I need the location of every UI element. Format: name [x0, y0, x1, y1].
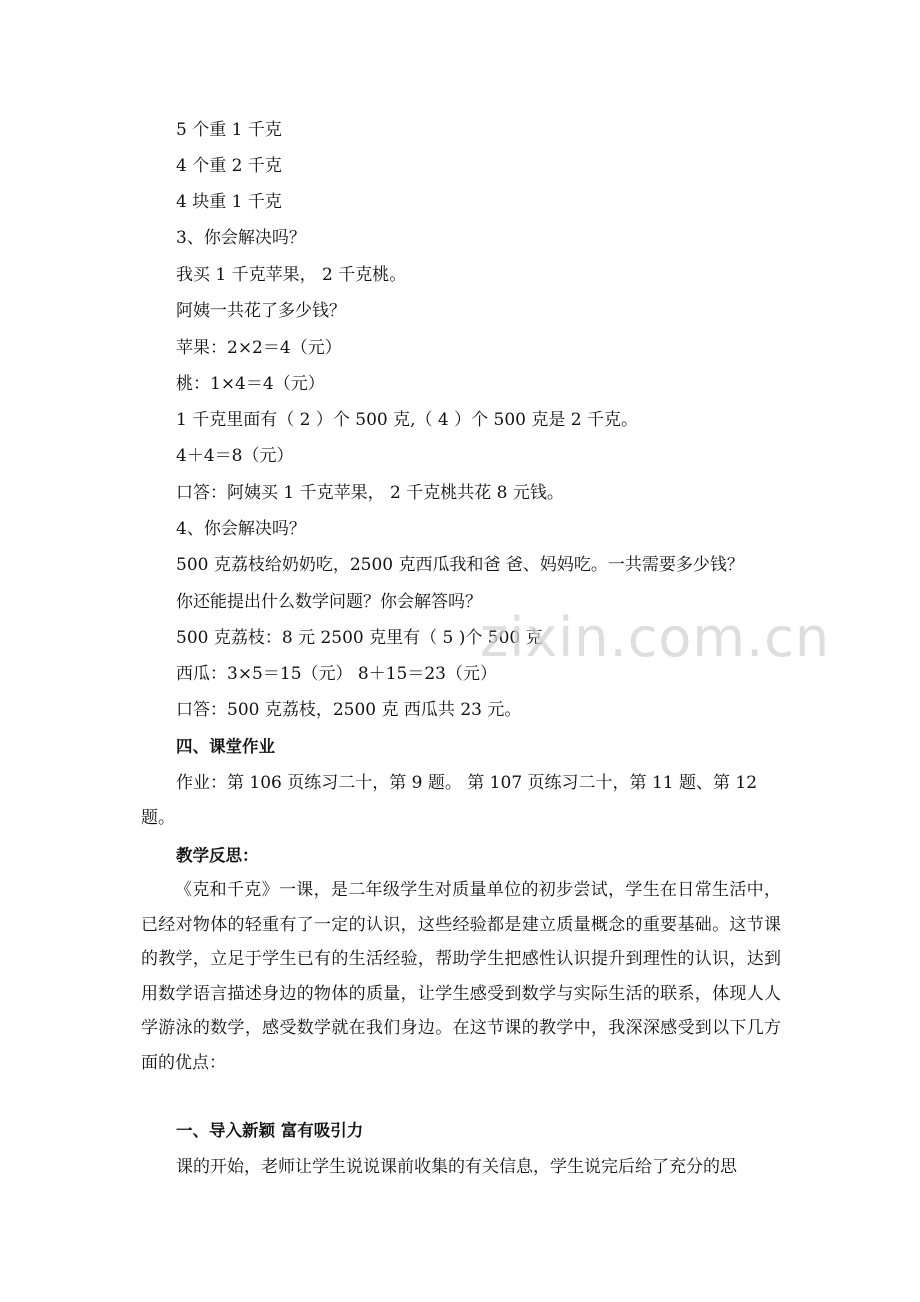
section-heading-homework: 四、课堂作业	[176, 737, 275, 756]
text-line: 500 克荔枝：8 元 2500 克里有（ 5 )个 500 克	[176, 628, 543, 648]
text-line: 桃：1×4＝4（元）	[176, 374, 325, 394]
reflection-heading: 教学反思：	[176, 846, 259, 865]
text-line: 3、你会解决吗？	[176, 228, 306, 248]
text-line: 课的开始，老师让学生说说课前收集的有关信息，学生说完后给了充分的思	[176, 1157, 737, 1177]
text-line: 口答：500 克荔枝，2500 克 西瓜共 23 元。	[176, 700, 522, 720]
watermark: zixin.com.cn	[480, 606, 831, 669]
reflection-paragraph: 《克和千克》一课，是二年级学生对质量单位的初步尝试，学生在日常生活中，已经对物体的轻重有了一定的认识，这些经验都是建立质量概念的重要基础。这节课的教学，立足于学生已有的生活经验，帮助学生把感性认识提升到理性的认识，达到用数学语言描述身边的物体的质量，让学生感受到数学与实际生活的联系，体现人人学游泳的数学，感受数学就在我们身边。在这节课的教学中，我深深感受到以下几方面的优点：	[141, 880, 781, 1073]
text-line: 4、你会解决吗？	[176, 519, 306, 539]
text-line: 苹果：2×2＝4（元）	[176, 338, 342, 358]
text-line: 4＋4＝8（元）	[176, 446, 294, 466]
text-line: 5 个重 1 千克	[176, 120, 282, 140]
homework-line: 作业：第 106 页练习二十，第 9 题。 第 107 页练习二十，第 11 题、第 12	[176, 773, 758, 793]
text-line: 4 块重 1 千克	[176, 192, 282, 212]
text-line: 500 克荔枝给奶奶吃，2500 克西瓜我和爸 爸、妈妈吃。一共需要多少钱？	[176, 555, 744, 575]
homework-line-continued: 题。	[141, 808, 175, 828]
text-line: 我买 1 千克苹果， 2 千克桃。	[176, 265, 407, 285]
text-line: 阿姨一共花了多少钱？	[176, 301, 346, 321]
text-line: 4 个重 2 千克	[176, 156, 282, 176]
text-line: 西瓜：3×5＝15（元） 8＋15＝23（元）	[176, 664, 497, 684]
text-line: 你还能提出什么数学问题？你会解答吗？	[176, 592, 482, 612]
text-line: 1 千克里面有（ 2 ）个 500 克,（ 4 ）个 500 克是 2 千克。	[176, 410, 639, 430]
text-line: 口答：阿姨买 1 千克苹果， 2 千克桃共花 8 元钱。	[176, 483, 564, 503]
subheading-introduction: 一、导入新颖 富有吸引力	[176, 1121, 364, 1140]
